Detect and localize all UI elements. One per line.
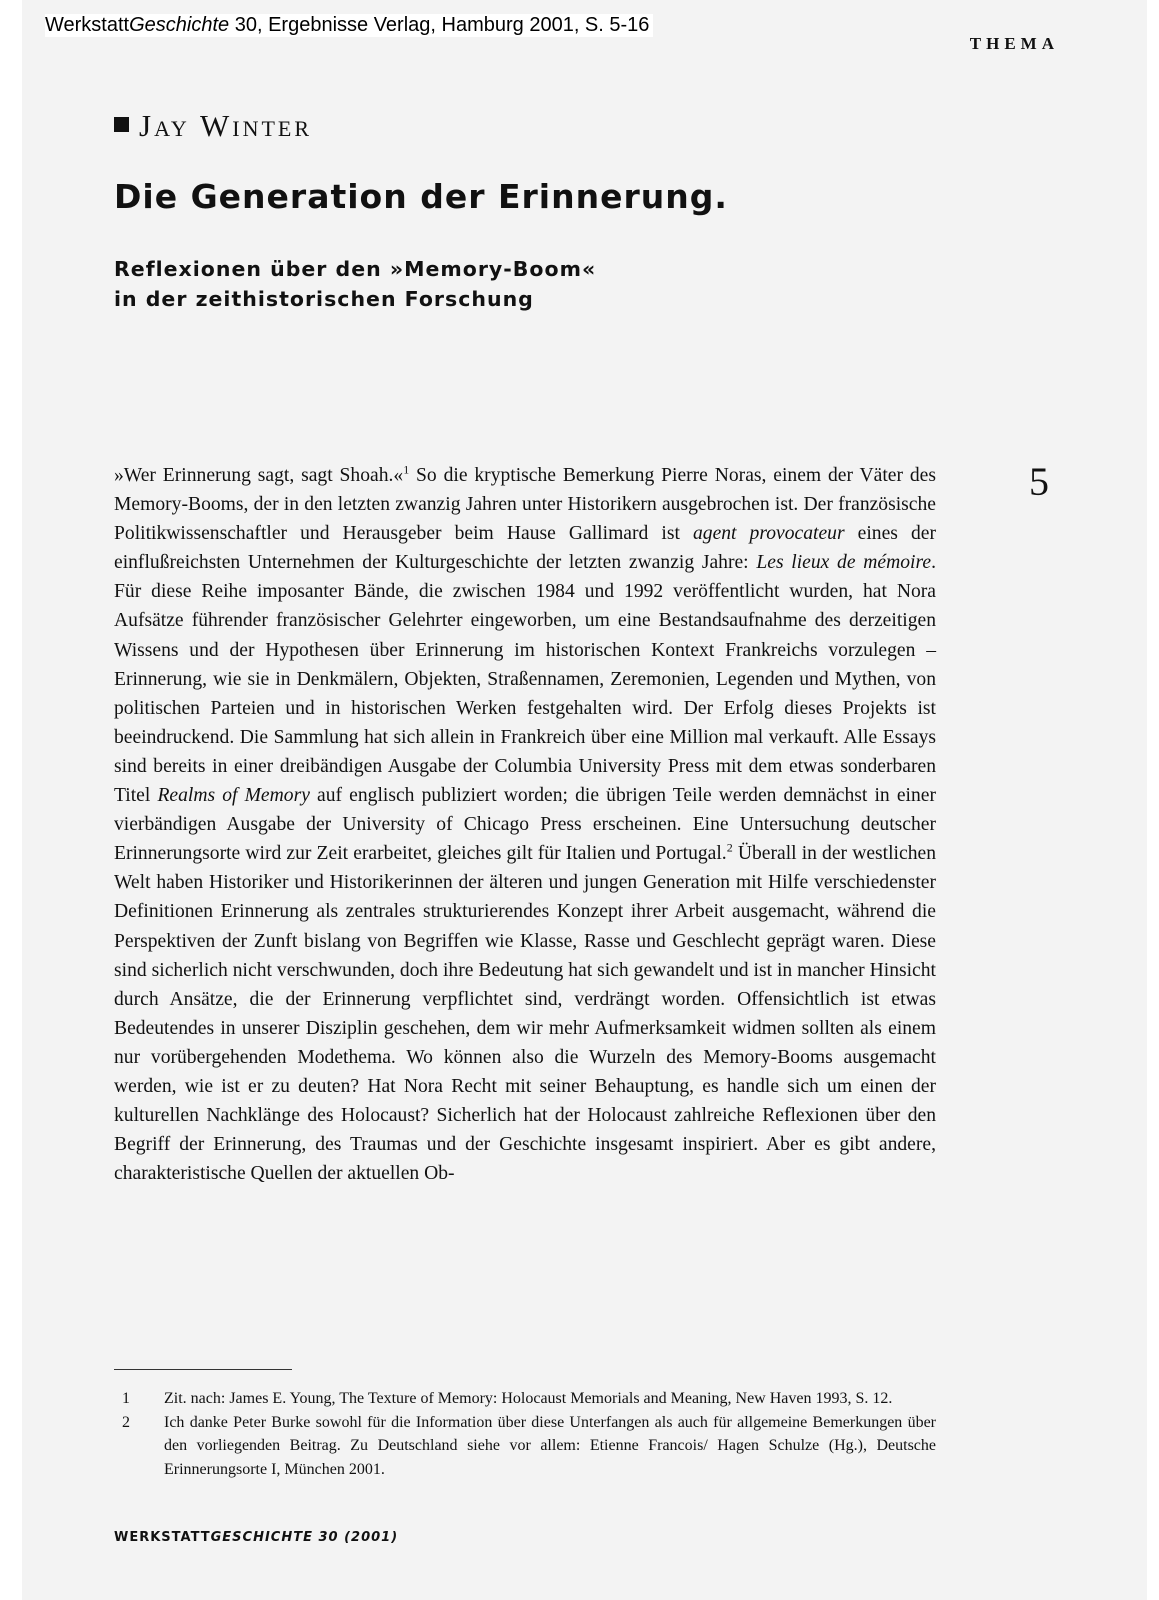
- footnotes: [114, 1387, 936, 1481]
- article-subtitle: Reflexionen über den »Memory-Boom« in der zeithistorischen Forschung: [114, 257, 597, 311]
- bullet-square-icon: [114, 117, 129, 132]
- footnote-ref-2[interactable]: 2: [726, 840, 733, 855]
- section-label: THEMA: [969, 34, 1059, 53]
- author-name: Jay Winter: [114, 108, 312, 144]
- footnote-divider: [114, 1369, 292, 1370]
- citation-header: WerkstattGeschichte 30, Ergebnisse Verlag, Hamburg 2001, S. 5-16: [45, 14, 653, 37]
- article-title: Die Generation der Erinnerung.: [114, 177, 728, 216]
- journal-footer: WERKSTATTGESCHICHTE 30 (2001): [114, 1530, 399, 1545]
- footnote-ref-1[interactable]: 1: [403, 462, 410, 477]
- body-paragraph: »Wer Erinnerung sagt, sagt Shoah.«$^1$ So die kryptische Bemerkung Pierre Noras, einem der Väter des Memory-Booms, der in den letzten zwanzig Jahren unter Historikern ausgebrochen ist. Der französische Politikwissenschaftler und Herausgeber beim Hause Gallimard ist agent provocateur eines der einflußreichsten Unternehmen der Kulturgeschichte der letzten zwanzig Jahre: Les lieux de mémoire. Für diese Reihe imposanter Bände, die zwischen 1984 und 1992 veröffentlicht wurden, hat Nora Aufsätze führender französischer Gelehrter eingeworben, um eine Bestandsaufnahme des derzeitigen Wissens und der Hypothesen über Erinnerung im historischen Kontext Frankreichs vorzulegen – Erinnerung, wie sie in Denkmälern, Objekten, Straßennamen, Zeremonien, Legenden und Mythen, von politischen Parteien und in historischen Werken festgehalten wird. Der Erfolg dieses Projekts ist beeindruckend. Die Sammlung hat sich allein in Frankreich über eine Million mal verkauft. Alle Essays sind bereits in einer dreibändigen Ausgabe der Columbia University Press mit dem etwas sonderbaren Titel Realms of Memory auf englisch publiziert worden; die übrigen Teile werden demnächst in einer vierbändigen Ausgabe der University of Chicago Press erscheinen. Eine Untersuchung deutscher Erinnerungsorte wird zur Zeit erarbeitet, gleiches gilt für Italien und Portugal.$^2$ Überall in der westlichen Welt haben Historiker und Historikerinnen der älteren und jungen Generation mit Hilfe verschiedenster Definitionen Erinnerung als zentrales strukturierendes Konzept ihrer Arbeit ausgemacht, während die Perspektiven der Zunft bislang von Begriffen wie Klasse, Rasse und Geschlecht geprägt waren. Diese sind sicherlich nicht verschwunden, doch ihre Bedeutung hat sich gewandelt und ist in mancher Hinsicht durch Ansätze, die der Erinnerung verpflichtet sind, verdrängt worden. Offensichtlich ist etwas Bedeutendes in unserer Disziplin geschehen, dem wir mehr Aufmerksamkeit widmen sollten als einem nur vorübergehenden Modethema. Wo können also die Wurzeln des Memory-Booms ausgemacht werden, wie ist er zu deuten? Hat Nora Recht mit seiner Behauptung, es handle sich um einen der kulturellen Nachklänge des Holocaust? Sicherlich hat der Holocaust zahlreiche Reflexionen über den Begriff der Erinnerung, des Traumas und der Geschichte insgesamt inspiriert. Aber es gibt andere, charakteristische Quellen der aktuellen Ob-: [114, 462, 937, 1185]
- page-number: 5: [1029, 459, 1049, 504]
- footnote: 2 Ich danke Peter Burke sowohl für die Information über diese Unterfangen als auch für allgemeine Bemerkungen über den vorliegenden Beitrag. Zu Deutschland siehe vor allem: Etienne Francois/ Hagen Schulze (Hg.), Deutsche Erinnerungsorte I, München 2001.: [122, 1413, 936, 1478]
- footnote: 1 Zit. nach: James E. Young, The Texture of Memory: Holocaust Memorials and Meaning, New Haven 1993, S. 12.: [122, 1390, 893, 1407]
